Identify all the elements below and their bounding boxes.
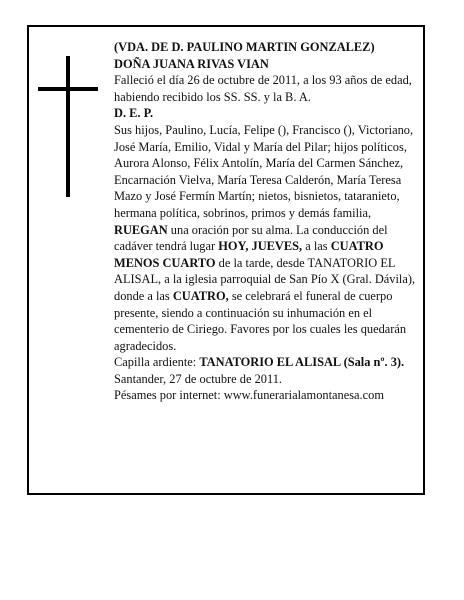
ruegan-text: RUEGAN	[114, 222, 168, 237]
cross-icon	[66, 56, 70, 197]
chapel-value: TANATORIO EL ALISAL (Sala nº. 3).	[199, 355, 405, 370]
funeral-text-3: de la tarde, desde TANATORIO EL ALISAL, a la iglesia parroquial de San Pío X (Gral. Dávila), donde a las	[114, 255, 416, 303]
widow-heading: (VDA. DE D. PAULINO MARTIN GONZALEZ)	[114, 40, 375, 54]
cross-icon-bar	[38, 87, 98, 91]
deceased-name: DOÑA JUANA RIVAS VIAN	[114, 56, 269, 71]
death-announcement: Falleció el día 26 de octubre de 2011, a los 93 años de edad, habiendo recibido los SS. SS. y la B. A.	[114, 73, 412, 104]
chapel-line	[114, 354, 420, 371]
funeral-text-2: a las	[302, 239, 331, 254]
funeral-paragraph	[114, 222, 420, 355]
obituary-text	[114, 39, 420, 404]
day-text: HOY, JUEVES,	[218, 239, 303, 254]
family-list: Sus hijos, Paulino, Lucía, Felipe (), Francisco (), Victoriano, José María, Emilio, Vidal y María del Pilar; hijos políticos, Aurora Alonso, Félix Antolín, María del Carmen Sánchez, Encarnación Vielva, María Teresa Calderón, María Teresa Mazo y José Fermín Martín; nietos, bisnietos, tataranieto, hermana política, sobrinos, primos y demás familia,	[114, 122, 414, 220]
rip-line: D. E. P.	[114, 106, 154, 121]
time-text: CUATRO MENOS CUARTO	[114, 239, 384, 270]
place-date: Santander, 27 de octubre de 2011.	[114, 371, 282, 386]
condolences-line: Pésames por internet: www.funerarialamontanesa.com	[114, 388, 384, 403]
chapel-label: Capilla ardiente:	[114, 355, 200, 370]
service-time-text: CUATRO,	[172, 288, 229, 303]
funeral-text-4: se celebrará el funeral de cuerpo presente, siendo a continuación su inhumación en el cementerio de Ciriego. Favores por los cuales les quedarán agradecidos.	[114, 288, 407, 353]
funeral-text-1: una oración por su alma. La conducción del cadáver tendrá lugar	[114, 222, 388, 254]
